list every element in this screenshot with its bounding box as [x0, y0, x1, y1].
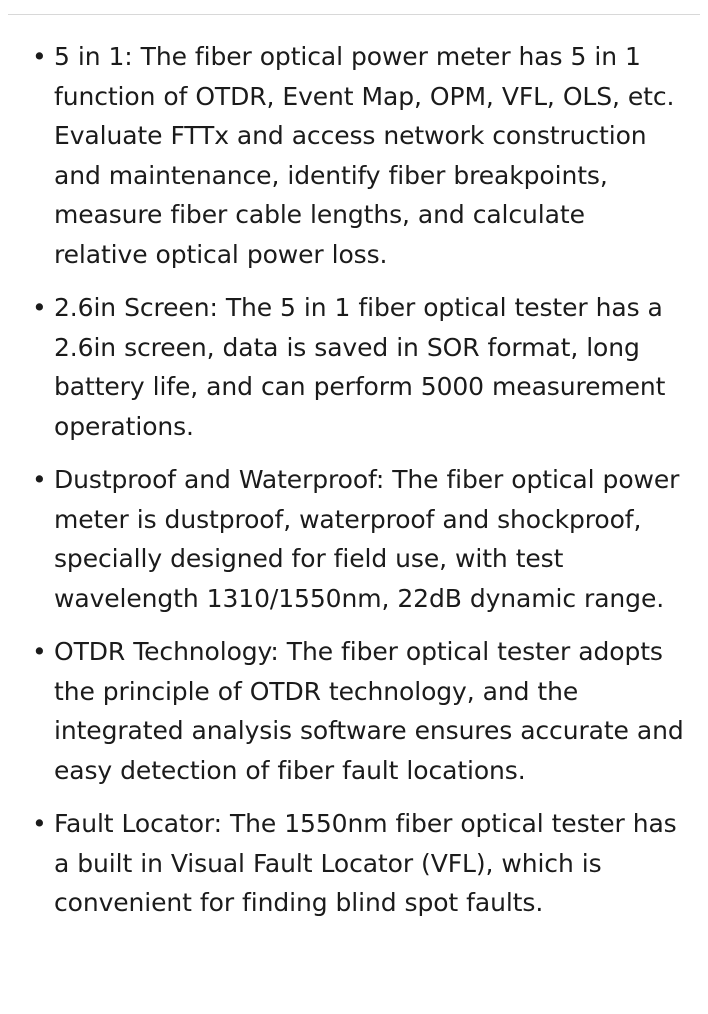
feature-bullet-list [0, 15, 708, 933]
list-item-text: 2.6in Screen: The 5 in 1 fiber optical tester has a 2.6in screen, data is saved in SOR format, long battery life, and can perform 5000 measurement operations. [54, 293, 666, 441]
bullet-icon: • [32, 465, 47, 494]
list-item-text: 5 in 1: The fiber optical power meter has 5 in 1 function of OTDR, Event Map, OPM, VFL, OLS, etc. Evaluate FTTx and access network construction and maintenance, identify fiber breakpoints, measure fiber cable lengths, and calculate relative optical power loss. [54, 42, 675, 269]
bullet-icon: • [32, 637, 47, 666]
list-item [22, 288, 686, 446]
bullet-icon: • [32, 42, 47, 71]
document-page [0, 14, 708, 1014]
list-item [22, 804, 686, 923]
bullet-icon: • [32, 809, 47, 838]
list-item-text: Dustproof and Waterproof: The fiber optical power meter is dustproof, waterproof and shockproof, specially designed for field use, with test wavelength 1310/1550nm, 22dB dynamic range. [54, 465, 680, 613]
list-item-text: OTDR Technology: The fiber optical tester adopts the principle of OTDR technology, and the integrated analysis software ensures accurate and easy detection of fiber fault locations. [54, 637, 684, 785]
list-item [22, 37, 686, 274]
list-item [22, 460, 686, 618]
bullet-icon: • [32, 293, 47, 322]
list-item [22, 632, 686, 790]
list-item-text: Fault Locator: The 1550nm fiber optical tester has a built in Visual Fault Locator (VFL), which is convenient for finding blind spot faults. [54, 809, 677, 917]
